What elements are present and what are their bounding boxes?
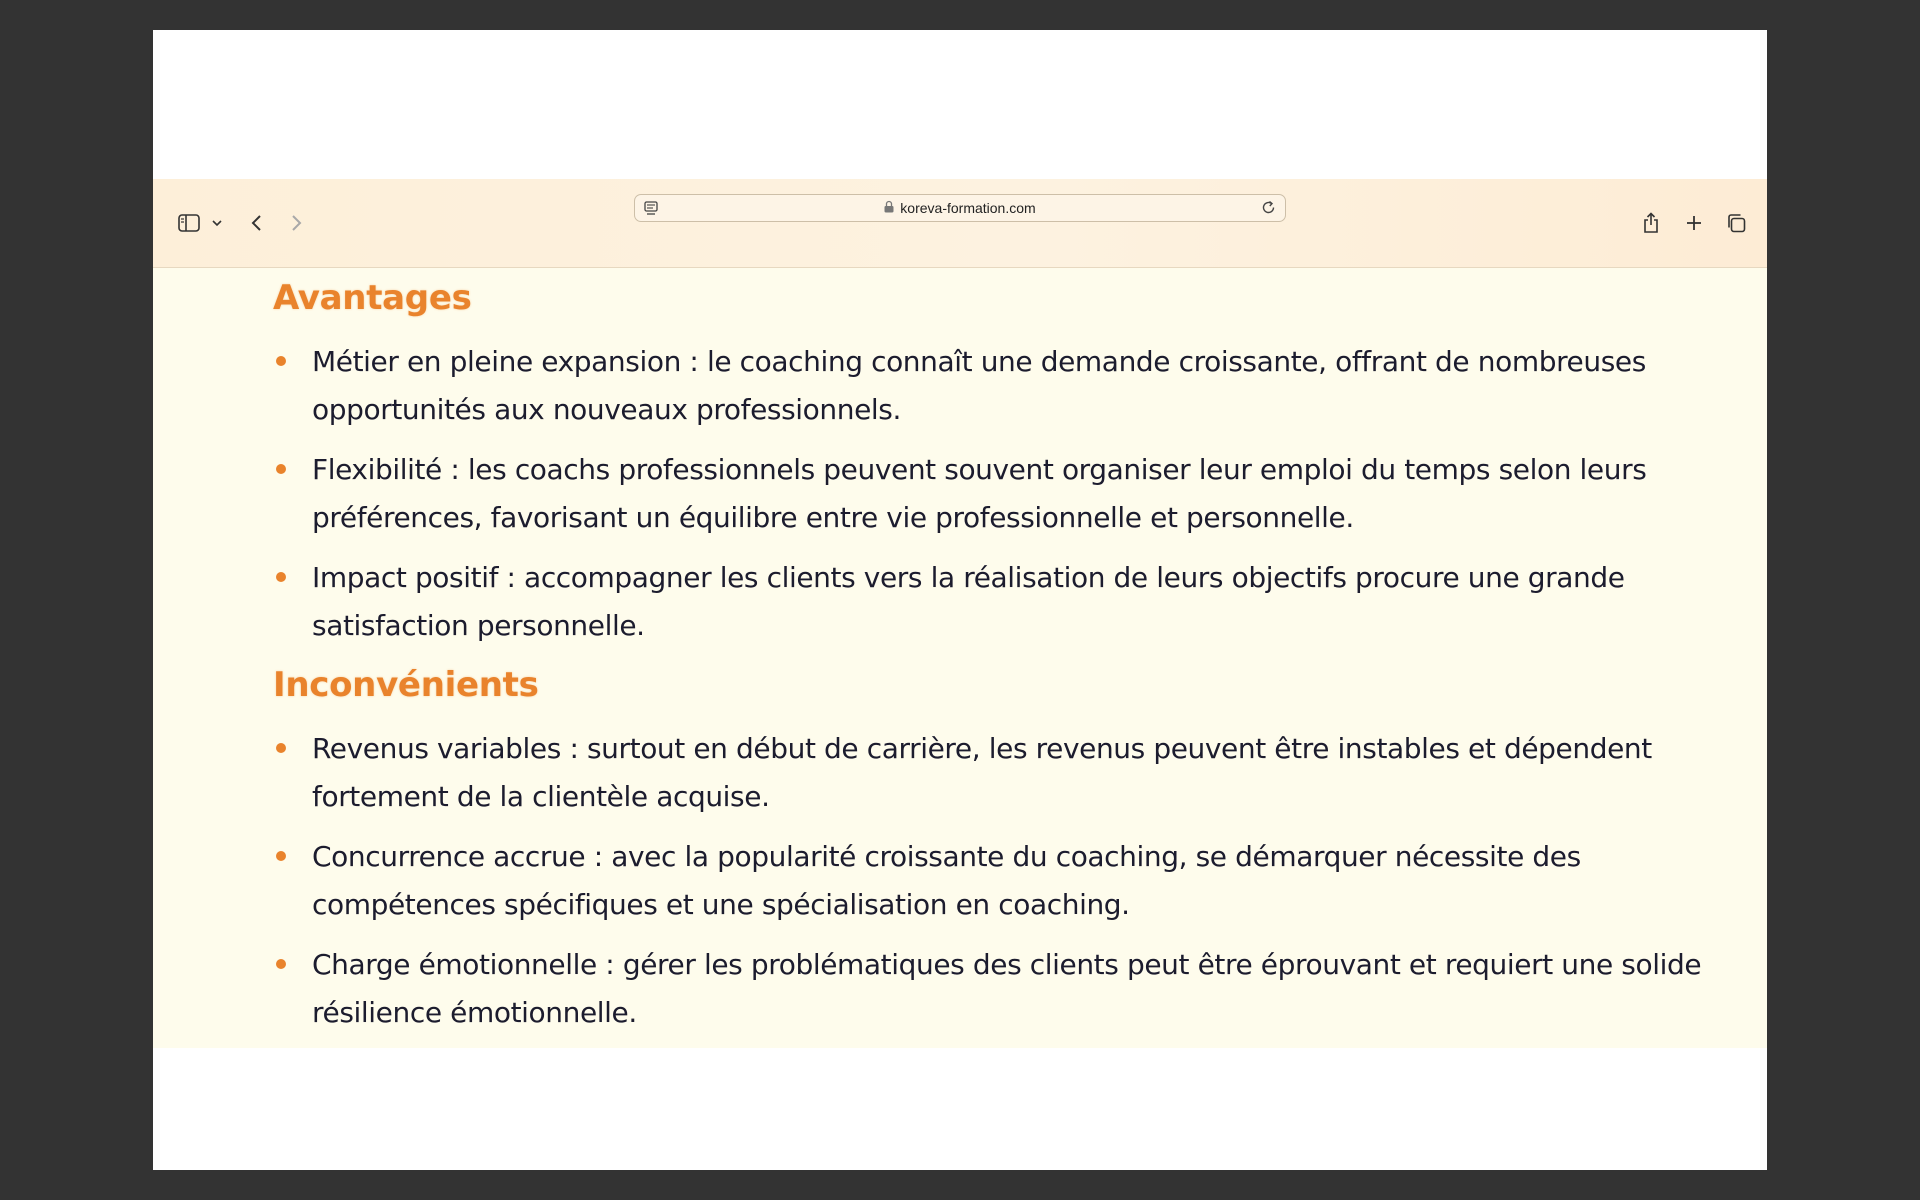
list-item: Métier en pleine expansion : le coaching connaît une demande croissante, offrant de nombreuses opportunités aux nouveaux professionnels. — [273, 338, 1713, 434]
screenshot-frame — [153, 30, 1767, 1170]
bullet-icon — [276, 464, 286, 474]
chevron-down-icon[interactable] — [208, 179, 226, 267]
chevron-right-icon[interactable] — [284, 179, 308, 267]
list-item: Flexibilité : les coachs professionnels peuvent souvent organiser leur emploi du temps selon leurs préférences, favorisant un équilibre entre vie professionnelle et personnelle. — [273, 446, 1713, 542]
bullet-icon — [276, 356, 286, 366]
list-item: Concurrence accrue : avec la popularité croissante du coaching, se démarquer nécessite des compétences spécifiques et une spécialisation en coaching. — [273, 833, 1713, 929]
plus-icon[interactable] — [1682, 179, 1706, 267]
bullet-icon — [276, 959, 286, 969]
list-item: Charge émotionnelle : gérer les problématiques des clients peut être éprouvant et requiert une solide résilience émotionnelle. — [273, 941, 1713, 1037]
avantages-list — [273, 338, 1713, 662]
page-content — [153, 268, 1767, 1048]
browser-toolbar — [153, 179, 1767, 268]
sidebar-icon[interactable] — [173, 179, 205, 267]
address-bar[interactable] — [634, 194, 1286, 222]
url-text: koreva-formation.com — [900, 200, 1036, 216]
bullet-icon — [276, 743, 286, 753]
reload-icon[interactable] — [1261, 200, 1276, 219]
list-item: Revenus variables : surtout en début de carrière, les revenus peuvent être instables et dépendent fortement de la clientèle acquise. — [273, 725, 1713, 821]
list-item: Impact positif : accompagner les clients vers la réalisation de leurs objectifs procure une grande satisfaction personnelle. — [273, 554, 1713, 650]
section-heading-avantages: Avantages — [273, 278, 472, 318]
bullet-icon — [276, 851, 286, 861]
inconvenients-list — [273, 725, 1713, 1049]
tabs-overview-icon[interactable] — [1723, 179, 1749, 267]
lock-icon — [884, 200, 894, 216]
bullet-icon — [276, 572, 286, 582]
share-icon[interactable] — [1639, 179, 1663, 267]
section-heading-inconvenients: Inconvénients — [273, 665, 539, 705]
chevron-left-icon[interactable] — [245, 179, 269, 267]
